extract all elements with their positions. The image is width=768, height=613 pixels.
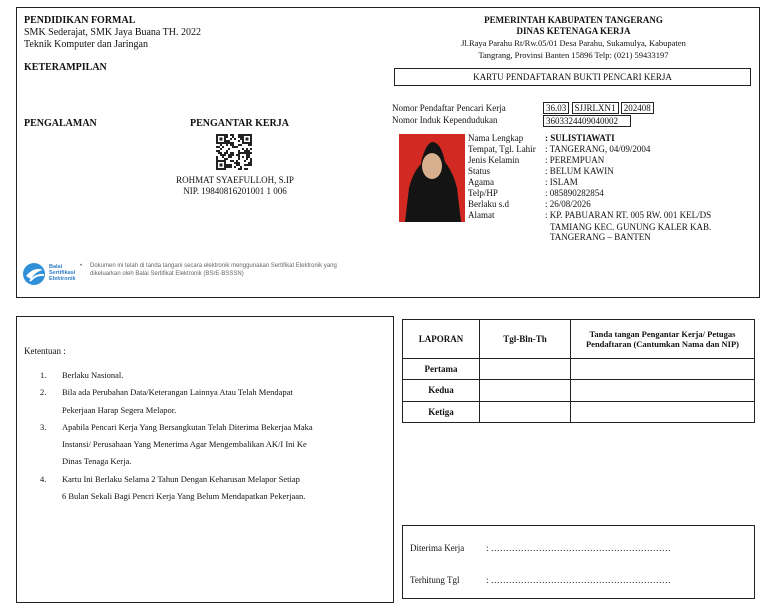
nik-label: Nomor Induk Kependudukan: [392, 115, 498, 125]
laporan-row-label: Ketiga: [403, 401, 480, 422]
person-fields: [468, 133, 711, 221]
bsre-note-line1: Dokumen ini telah di tanda tangani secara elektronik menggunakan Sertifikat Elektronik yang: [90, 263, 337, 269]
bsre-logo-line: Elektronik: [49, 276, 76, 282]
header-line3: Jl.Raya Parahu Rt/Rw.05/01 Desa Parahu, Sukamulya, Kabupaten: [461, 38, 686, 48]
ketentuan-number: [40, 488, 62, 505]
ketentuan-number: 1.: [40, 370, 47, 380]
person-field-value: : KP. PABUARAN RT. 005 RW. 001 KEL/DS: [545, 210, 712, 220]
ketentuan-number: [40, 402, 62, 419]
person-field-value: : 085890282854: [545, 188, 604, 198]
ketentuan-line: [40, 471, 390, 488]
ketentuan-line: [40, 488, 390, 505]
laporan-cell-date[interactable]: [480, 401, 571, 422]
diterima-box: [402, 525, 755, 599]
person-field-row: [468, 133, 711, 144]
ketentuan-line: [40, 436, 390, 453]
laporan-cell-date[interactable]: [480, 358, 571, 379]
person-field-label: Alamat: [468, 210, 495, 220]
person-field-label: Status: [468, 166, 491, 176]
person-field-value: : 26/08/2026: [545, 199, 591, 209]
nik-value: [543, 115, 631, 127]
diterima-kerja-value[interactable]: : ……………………………………………………: [486, 543, 671, 553]
person-field-row: [468, 177, 711, 188]
laporan-cell-date[interactable]: [480, 380, 571, 401]
person-field-value: : PEREMPUAN: [545, 155, 605, 165]
pengantar-nip: NIP. 19840816201001 1 006: [183, 186, 287, 196]
pengalaman-heading: PENGALAMAN: [24, 118, 97, 129]
bsre-logo-text: [49, 264, 76, 282]
bsre-logo-line: Sertifikasi: [49, 270, 76, 276]
ketentuan-line: [40, 402, 390, 419]
tgl-header: Tgl-Bln-Th: [480, 320, 571, 359]
nomor-pendaftar-label: Nomor Pendaftar Pencari Kerja: [392, 103, 506, 113]
ketentuan-number: 2.: [40, 387, 47, 398]
ketentuan-text: Bila ada Perubahan Data/Keterangan Lainnya Atau Telah Mendapat: [62, 387, 293, 398]
person-field-row: [468, 166, 711, 177]
laporan-row-label: Pertama: [403, 358, 480, 379]
terhitung-tgl-label: Terhitung Tgl: [410, 575, 460, 585]
person-field-label: Tempat, Tgl. Lahir: [468, 144, 536, 154]
nomor-part: 202408: [621, 102, 654, 114]
pendidikan-line2: Teknik Komputer dan Jaringan: [24, 39, 148, 50]
ketentuan-line: [40, 367, 390, 384]
person-field-label: Nama Lengkap: [468, 133, 524, 143]
person-field-label: Telp/HP: [468, 188, 498, 198]
pendidikan-heading: PENDIDIKAN FORMAL: [24, 15, 136, 26]
person-field-row: [468, 155, 711, 166]
header-line1: PEMERINTAH KABUPATEN TANGERANG: [484, 15, 663, 25]
bsre-note-line2: dikeluarkan oleh Balai Sertifikat Elektronik (BSrE-BSSSN): [90, 271, 244, 277]
header-line4: Tangrang, Provinsi Banten 15896 Telp: (021) 59433197: [478, 50, 669, 60]
ketentuan-text: Berlaku Nasional.: [62, 370, 124, 380]
laporan-header: LAPORAN: [403, 320, 480, 359]
nomor-part: SJJRLXN1: [572, 102, 619, 114]
ketentuan-line: [40, 453, 390, 470]
person-field-value: : ISLAM: [545, 177, 578, 187]
ketentuan-number: [40, 436, 62, 453]
laporan-row-label: Kedua: [403, 380, 480, 401]
ketentuan-text: Pekerjaan Harap Segera Melapor.: [62, 404, 177, 415]
ketentuan-line: [40, 384, 390, 401]
bullet-dot: •: [80, 263, 83, 269]
bsre-logo-line: Balai: [49, 264, 63, 270]
ketentuan-text: 6 Bulan Sekali Bagi Pencri Kerja Yang Belum Mendapatkan Pekerjaan.: [62, 491, 306, 502]
tanda-tangan-header: Tanda tangan Pengantar Kerja/ Petugas Pendaftaran (Cantumkan Nama dan NIP): [571, 320, 755, 359]
person-field-row: [468, 144, 711, 155]
bsre-logo-icon: [22, 262, 48, 286]
person-field-value: : BELUM KAWIN: [545, 166, 614, 176]
alamat-line2: TAMIANG KEC. GUNUNG KALER KAB.: [550, 222, 712, 232]
alamat-line3: TANGERANG – BANTEN: [550, 232, 651, 242]
ketentuan-number: 3.: [40, 421, 47, 432]
diterima-kerja-label: Diterima Kerja: [410, 543, 465, 553]
laporan-cell-signature[interactable]: [571, 358, 755, 379]
ketentuan-text: Kartu Ini Berlaku Selama 2 Tahun Dengan Keharusan Melapor Setiap: [62, 473, 300, 484]
ketentuan-number: 4.: [40, 473, 47, 484]
ketentuan-text: Apabila Pencari Kerja Yang Bersangkutan Telah Diterima Bekerjaa Maka: [62, 421, 313, 432]
person-field-label: Jenis Kelamin: [468, 155, 520, 165]
ketentuan-text: Dinas Tenaga Kerja.: [62, 456, 132, 467]
nomor-part: 36.03: [543, 102, 569, 114]
person-field-label: Berlaku s.d: [468, 199, 509, 209]
terhitung-tgl-value[interactable]: : ……………………………………………………: [486, 575, 671, 585]
ketentuan-text: Instansi/ Perusahaan Yang Menerima Agar Mengembalikan AK/I Ini Ke: [62, 439, 307, 450]
ketentuan-number: [40, 453, 62, 470]
person-field-value: : SULISTIAWATI: [545, 133, 615, 143]
person-field-row: [468, 210, 711, 221]
ketentuan-list: [40, 367, 390, 505]
pengantar-name: ROHMAT SYAEFULLOH, S.IP: [176, 175, 294, 185]
person-field-value: : TANGERANG, 04/09/2004: [545, 144, 651, 154]
keterampilan-heading: KETERAMPILAN: [24, 62, 107, 73]
card-title: KARTU PENDAFTARAN BUKTI PENCARI KERJA: [394, 68, 751, 86]
person-field-row: [468, 199, 711, 210]
ketentuan-title: Ketentuan :: [24, 346, 66, 356]
laporan-cell-signature[interactable]: [571, 401, 755, 422]
header-line2: DINAS KETENAGA KERJA: [516, 26, 631, 36]
person-photo: [399, 134, 465, 222]
laporan-cell-signature[interactable]: [571, 380, 755, 401]
person-field-label: Agama: [468, 177, 494, 187]
nomor-pendaftar-value: [543, 102, 654, 114]
ketentuan-line: [40, 419, 390, 436]
nik-box: 3603324409040002: [543, 115, 631, 127]
person-field-row: [468, 188, 711, 199]
qr-code-icon: [216, 134, 252, 170]
laporan-table: [402, 319, 755, 423]
pengantar-heading: PENGANTAR KERJA: [190, 118, 289, 129]
pendidikan-line1: SMK Sederajat, SMK Jaya Buana TH. 2022: [24, 27, 202, 38]
